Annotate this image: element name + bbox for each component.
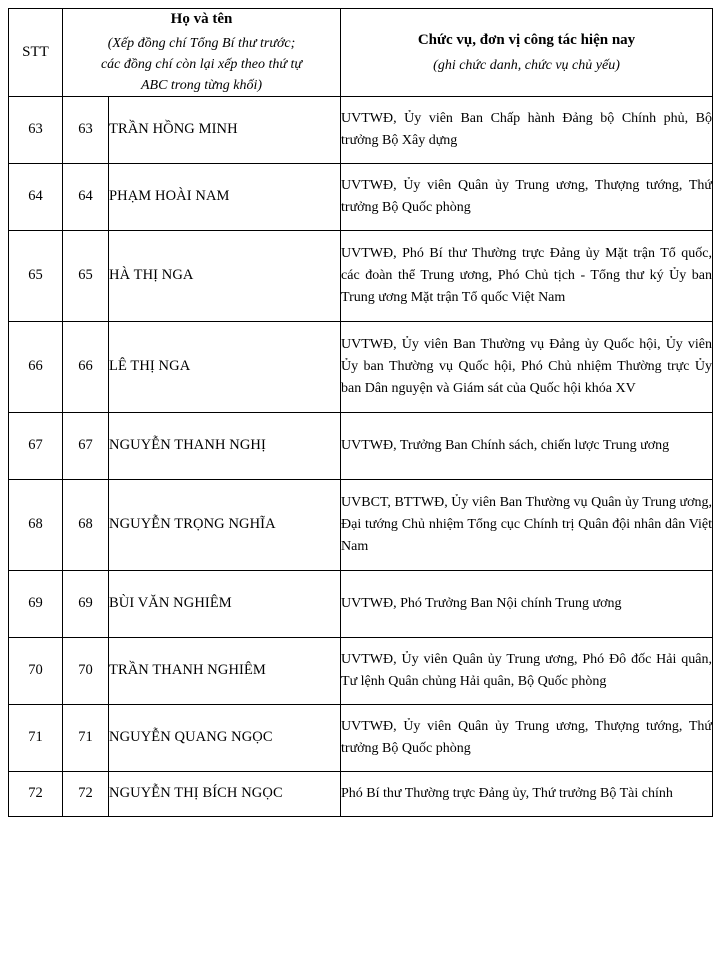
cell-number: 70 [63, 637, 109, 704]
cell-position: UVTWĐ, Ủy viên Quân ủy Trung ương, Phó Đô đốc Hải quân, Tư lệnh Quân chủng Hải quân, Bộ Quốc phòng [341, 637, 713, 704]
table-row [9, 163, 713, 230]
cell-name: NGUYỄN QUANG NGỌC [109, 704, 341, 771]
cell-number: 66 [63, 321, 109, 412]
cell-stt: 63 [9, 96, 63, 163]
cell-position: UVTWĐ, Phó Trưởng Ban Nội chính Trung ương [341, 570, 713, 637]
cell-number: 65 [63, 230, 109, 321]
column-header-stt: STT [9, 9, 63, 97]
cell-stt: 68 [9, 479, 63, 570]
cell-name: LÊ THỊ NGA [109, 321, 341, 412]
column-header-name-note-line1: (Xếp đồng chí Tổng Bí thư trước; [107, 35, 296, 51]
cell-number: 69 [63, 570, 109, 637]
cell-position: UVTWĐ, Trưởng Ban Chính sách, chiến lược Trung ương [341, 412, 713, 479]
table-row [9, 637, 713, 704]
cell-stt: 69 [9, 570, 63, 637]
cell-name: TRẦN HỒNG MINH [109, 96, 341, 163]
cell-name: NGUYỄN THỊ BÍCH NGỌC [109, 771, 341, 816]
cell-position: Phó Bí thư Thường trực Đảng ủy, Thứ trưởng Bộ Tài chính [341, 771, 713, 816]
roster-table [8, 8, 713, 817]
table-row [9, 570, 713, 637]
column-header-name-note-line2: các đồng chí còn lại xếp theo thứ tự [100, 56, 303, 72]
table-row [9, 96, 713, 163]
cell-name: NGUYỄN TRỌNG NGHĨA [109, 479, 341, 570]
table-row [9, 771, 713, 816]
cell-number: 71 [63, 704, 109, 771]
table-body [9, 96, 713, 816]
cell-name: HÀ THỊ NGA [109, 230, 341, 321]
cell-position: UVBCT, BTTWĐ, Ủy viên Ban Thường vụ Quân ủy Trung ương, Đại tướng Chủ nhiệm Tổng cục Chính trị Quân đội nhân dân Việt Nam [341, 479, 713, 570]
column-header-position [341, 9, 713, 97]
column-header-name-note-line3: ABC trong từng khối) [140, 77, 263, 93]
cell-position: UVTWĐ, Ủy viên Ban Chấp hành Đảng bộ Chính phủ, Bộ trưởng Bộ Xây dựng [341, 96, 713, 163]
cell-number: 64 [63, 163, 109, 230]
table-row [9, 230, 713, 321]
cell-number: 68 [63, 479, 109, 570]
cell-name: BÙI VĂN NGHIÊM [109, 570, 341, 637]
column-header-name [63, 9, 341, 97]
table-row [9, 704, 713, 771]
table-row [9, 321, 713, 412]
cell-stt: 72 [9, 771, 63, 816]
cell-position: UVTWĐ, Ủy viên Quân ủy Trung ương, Thượng tướng, Thứ trưởng Bộ Quốc phòng [341, 704, 713, 771]
cell-position: UVTWĐ, Ủy viên Ban Thường vụ Đảng ủy Quốc hội, Ủy viên Ủy ban Thường vụ Quốc hội, Phó Chủ nhiệm Thường trực Ủy ban Dân nguyện và Giám sát của Quốc hội khóa XV [341, 321, 713, 412]
cell-position: UVTWĐ, Ủy viên Quân ủy Trung ương, Thượng tướng, Thứ trưởng Bộ Quốc phòng [341, 163, 713, 230]
table-row [9, 412, 713, 479]
header-row [9, 9, 713, 97]
cell-stt: 71 [9, 704, 63, 771]
table-header [9, 9, 713, 97]
cell-number: 72 [63, 771, 109, 816]
cell-stt: 65 [9, 230, 63, 321]
cell-name: PHẠM HOÀI NAM [109, 163, 341, 230]
table-row [9, 479, 713, 570]
cell-position: UVTWĐ, Phó Bí thư Thường trực Đảng ủy Mặt trận Tổ quốc, các đoàn thể Trung ương, Phó Chủ tịch - Tổng thư ký Ủy ban Trung ương Mặt trận Tổ quốc Việt Nam [341, 230, 713, 321]
cell-number: 63 [63, 96, 109, 163]
column-header-name-title: Họ và tên [170, 11, 233, 27]
cell-stt: 64 [9, 163, 63, 230]
cell-name: TRẦN THANH NGHIÊM [109, 637, 341, 704]
column-header-position-title: Chức vụ, đơn vị công tác hiện nay [417, 32, 636, 49]
cell-stt: 70 [9, 637, 63, 704]
cell-name: NGUYỄN THANH NGHỊ [109, 412, 341, 479]
cell-stt: 67 [9, 412, 63, 479]
column-header-position-note: (ghi chức danh, chức vụ chủ yếu) [433, 57, 620, 73]
cell-stt: 66 [9, 321, 63, 412]
cell-number: 67 [63, 412, 109, 479]
